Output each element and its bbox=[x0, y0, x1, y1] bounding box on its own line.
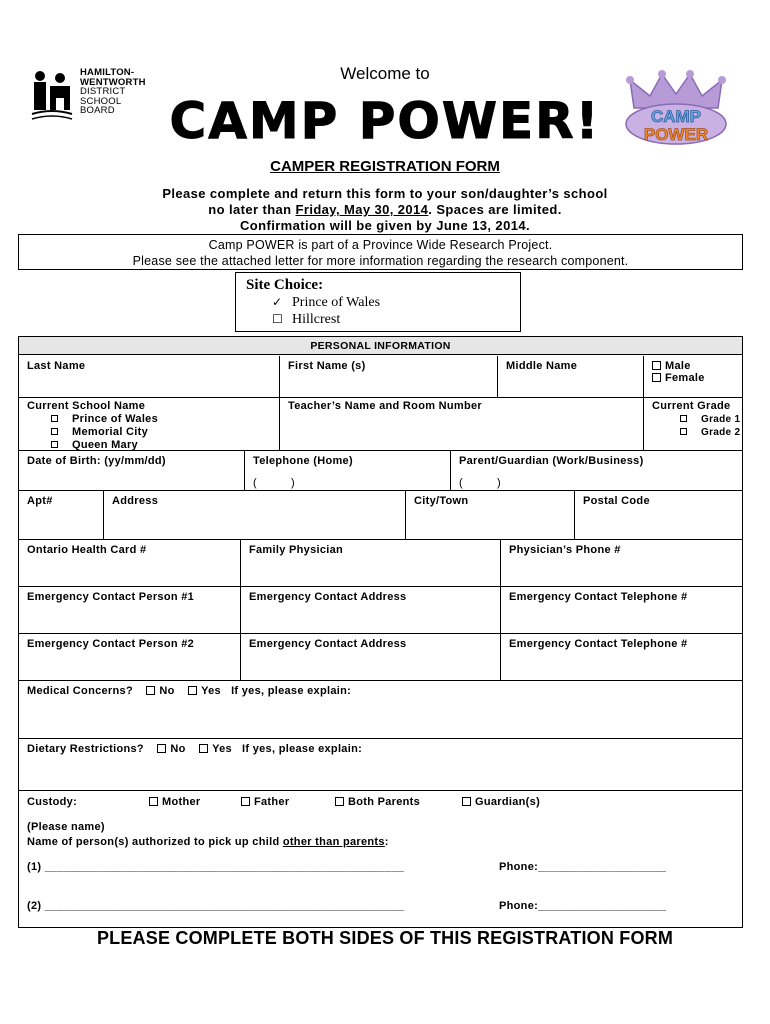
grade-2-option[interactable]: Grade 2 bbox=[652, 426, 742, 439]
teacher-field[interactable]: Teacher’s Name and Room Number bbox=[280, 398, 644, 451]
site-option-prince-of-wales[interactable]: ✓ Prince of Wales bbox=[272, 295, 381, 310]
camp-title: CAMP POWER! bbox=[169, 92, 601, 150]
last-name-field[interactable]: Last Name bbox=[19, 356, 280, 398]
welcome-text: Welcome to bbox=[340, 64, 430, 83]
site-option-hillcrest[interactable]: ☐ Hillcrest bbox=[272, 312, 341, 327]
pickup-person-2-field[interactable]: (2) ________________________________________________________ bbox=[27, 900, 405, 912]
home-telephone-field[interactable]: Telephone (Home) ( ) bbox=[245, 451, 451, 491]
custody-label: Custody: bbox=[27, 796, 78, 808]
apt-field[interactable]: Apt# bbox=[19, 491, 104, 540]
first-name-field[interactable]: First Name (s) bbox=[280, 356, 498, 398]
family-physician-field[interactable]: Family Physician bbox=[241, 540, 501, 587]
deadline-date: Friday, May 30, 2014 bbox=[295, 202, 429, 217]
emergency-contact-2-telephone-field[interactable]: Emergency Contact Telephone # bbox=[501, 634, 742, 681]
emergency-contact-1-address-field[interactable]: Emergency Contact Address bbox=[241, 587, 501, 634]
pickup-phone-1-field[interactable]: Phone:____________________ bbox=[499, 861, 667, 873]
school-option-prince-of-wales[interactable]: Prince of Wales bbox=[27, 413, 279, 426]
research-notice: Camp POWER is part of a Province Wide Research Project. Please see the attached letter for more information regarding the research component. bbox=[18, 234, 743, 270]
custody-mother-checkbox[interactable]: Mother bbox=[149, 796, 200, 808]
dietary-no-checkbox[interactable]: No bbox=[157, 743, 185, 755]
dietary-yes-checkbox[interactable]: Yes bbox=[199, 743, 232, 755]
health-card-field[interactable]: Ontario Health Card # bbox=[19, 540, 241, 587]
school-option-queen-mary[interactable]: Queen Mary bbox=[27, 439, 279, 452]
grade-1-option[interactable]: Grade 1 bbox=[652, 413, 742, 426]
pickup-phone-2-field[interactable]: Phone:____________________ bbox=[499, 900, 667, 912]
instructions-line1: Please complete and return this form to your son/daughter’s school bbox=[162, 186, 608, 201]
postal-code-field[interactable]: Postal Code bbox=[575, 491, 742, 540]
physician-phone-field[interactable]: Physician’s Phone # bbox=[501, 540, 742, 587]
dietary-restrictions-field[interactable]: Dietary Restrictions? No Yes If yes, please explain: bbox=[19, 739, 742, 791]
male-checkbox[interactable]: Male bbox=[652, 360, 742, 372]
please-name-note: (Please name) bbox=[27, 821, 105, 833]
current-school-field: Current School Name Prince of Wales Memorial City Queen Mary bbox=[19, 398, 280, 451]
site-choice-title: Site Choice: bbox=[246, 277, 324, 293]
address-field[interactable]: Address bbox=[104, 491, 406, 540]
medical-yes-checkbox[interactable]: Yes bbox=[188, 685, 221, 697]
emergency-contact-1-field[interactable]: Emergency Contact Person #1 bbox=[19, 587, 241, 634]
custody-both-parents-checkbox[interactable]: Both Parents bbox=[335, 796, 420, 808]
authorized-pickup-label: Name of person(s) authorized to pick up child other than parents: bbox=[27, 836, 389, 848]
school-option-memorial-city[interactable]: Memorial City bbox=[27, 426, 279, 439]
pickup-person-1-field[interactable]: (1) ________________________________________________________ bbox=[27, 861, 405, 873]
personal-information-form bbox=[18, 336, 743, 928]
section-title: PERSONAL INFORMATION bbox=[19, 337, 742, 355]
badge-text-camp: CAMP bbox=[650, 107, 702, 126]
middle-name-field[interactable]: Middle Name bbox=[498, 356, 644, 398]
work-telephone-field[interactable]: Parent/Guardian (Work/Business) ( ) bbox=[451, 451, 742, 491]
medical-no-checkbox[interactable]: No bbox=[146, 685, 174, 697]
custody-guardians-checkbox[interactable]: Guardian(s) bbox=[462, 796, 540, 808]
date-of-birth-field[interactable]: Date of Birth: (yy/mm/dd) bbox=[19, 451, 245, 491]
checkmark-icon: ✓ bbox=[272, 295, 283, 309]
instructions-line3: Confirmation will be given by June 13, 2014. bbox=[240, 218, 530, 233]
custody-father-checkbox[interactable]: Father bbox=[241, 796, 289, 808]
emergency-contact-2-address-field[interactable]: Emergency Contact Address bbox=[241, 634, 501, 681]
checkbox-icon: ☐ bbox=[272, 312, 283, 326]
site-choice-box bbox=[235, 272, 521, 332]
badge-text-power: POWER bbox=[643, 125, 709, 144]
instructions-line2: no later than Friday, May 30, 2014. Spaces are limited. bbox=[208, 202, 562, 217]
instructions bbox=[0, 186, 770, 234]
gender-field bbox=[644, 356, 742, 398]
school-board-name: HAMILTON- WENTWORTH DISTRICT SCHOOL BOARD bbox=[80, 67, 146, 116]
city-field[interactable]: City/Town bbox=[406, 491, 575, 540]
form-title: CAMPER REGISTRATION FORM bbox=[270, 158, 500, 175]
current-grade-field: Current Grade Grade 1 Grade 2 bbox=[644, 398, 742, 451]
emergency-contact-1-telephone-field[interactable]: Emergency Contact Telephone # bbox=[501, 587, 742, 634]
emergency-contact-2-field[interactable]: Emergency Contact Person #2 bbox=[19, 634, 241, 681]
bottom-note: PLEASE COMPLETE BOTH SIDES OF THIS REGISTRATION FORM bbox=[96, 928, 674, 948]
camp-power-badge-icon bbox=[624, 68, 728, 148]
female-checkbox[interactable]: Female bbox=[652, 372, 742, 384]
medical-concerns-field[interactable]: Medical Concerns? No Yes If yes, please explain: bbox=[19, 681, 742, 739]
